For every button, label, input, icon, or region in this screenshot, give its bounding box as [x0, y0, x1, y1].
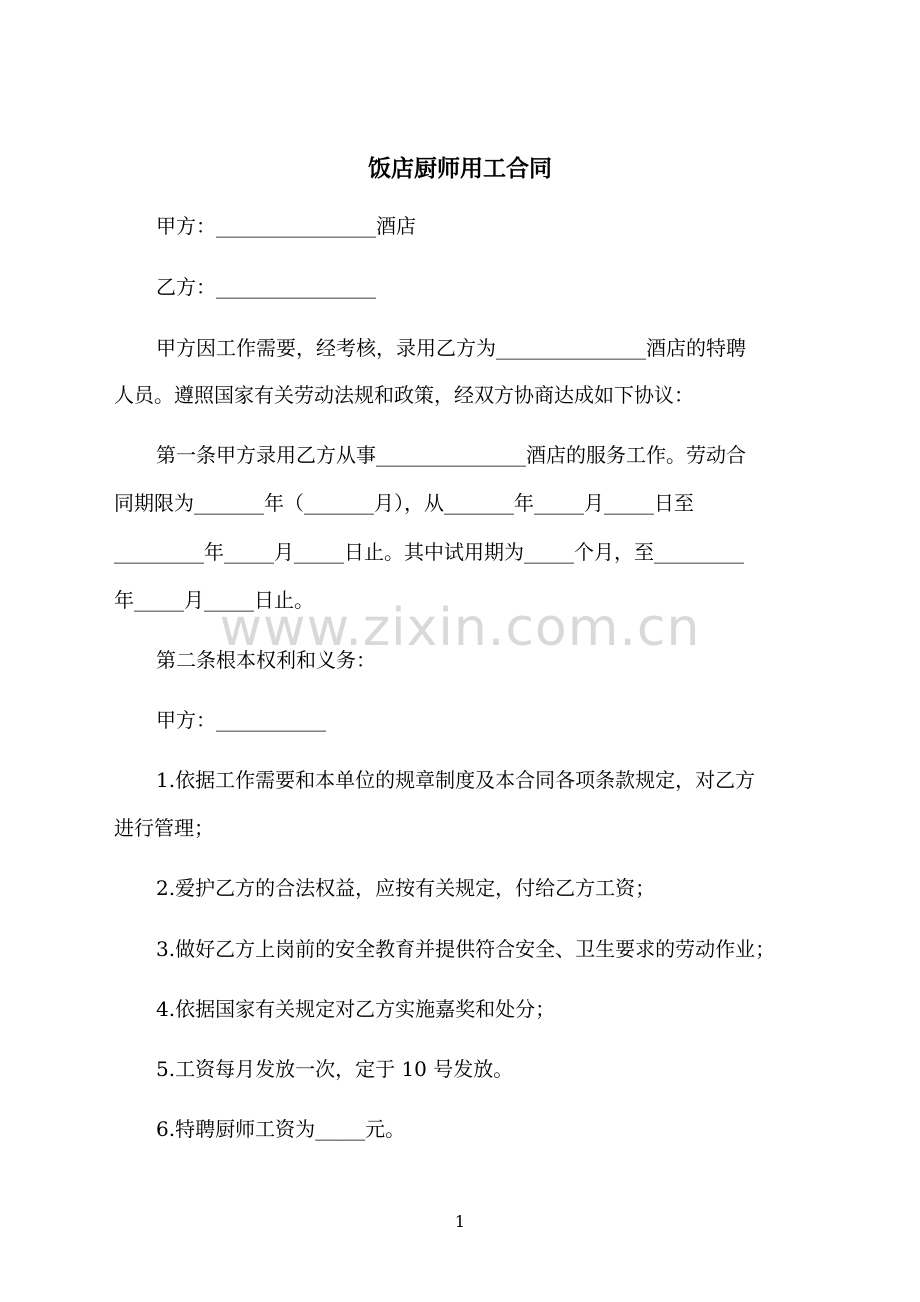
article-2-heading: 第二条根本权利和义务：: [156, 648, 376, 672]
duty-5: 5.工资每月发放一次，定于 10 号发放。: [156, 1057, 514, 1081]
article-2-party-a: 甲方：___________: [156, 708, 326, 732]
article-1-line-1: 第一条甲方录用乙方从事_______________酒店的服务工作。劳动合: [156, 443, 746, 467]
duty-6: 6.特聘厨师工资为_____元。: [156, 1117, 406, 1141]
duty-1-line-1: 1.依据工作需要和本单位的规章制度及本合同各项条款规定，对乙方: [156, 768, 756, 792]
article-1-line-2: 同期限为_______年（_______月），从_______年_____月_____日至: [114, 491, 694, 515]
party-a-line: 甲方：________________酒店: [156, 214, 416, 238]
intro-paragraph-line-2: 人员。遵照国家有关劳动法规和政策，经双方协商达成如下协议：: [114, 383, 694, 407]
document-title: 饭店厨师用工合同: [368, 156, 552, 182]
party-b-line: 乙方：________________: [156, 275, 376, 299]
article-1-line-4: 年_____月_____日止。: [114, 588, 314, 612]
page-number: 1: [454, 1212, 466, 1231]
duty-2: 2.爱护乙方的合法权益，应按有关规定，付给乙方工资；: [156, 876, 656, 900]
duty-3: 3.做好乙方上岗前的安全教育并提供符合安全、卫生要求的劳动作业；: [156, 937, 776, 961]
article-1-line-3: _________年_____月_____日止。其中试用期为_____个月，至_________: [114, 540, 744, 564]
duty-1-line-2: 进行管理；: [114, 816, 214, 840]
intro-paragraph-line-1: 甲方因工作需要，经考核，录用乙方为_______________酒店的特聘: [156, 336, 746, 360]
duty-4: 4.依据国家有关规定对乙方实施嘉奖和处分；: [156, 997, 556, 1021]
watermark: www.zixin.com.cn: [219, 598, 701, 658]
